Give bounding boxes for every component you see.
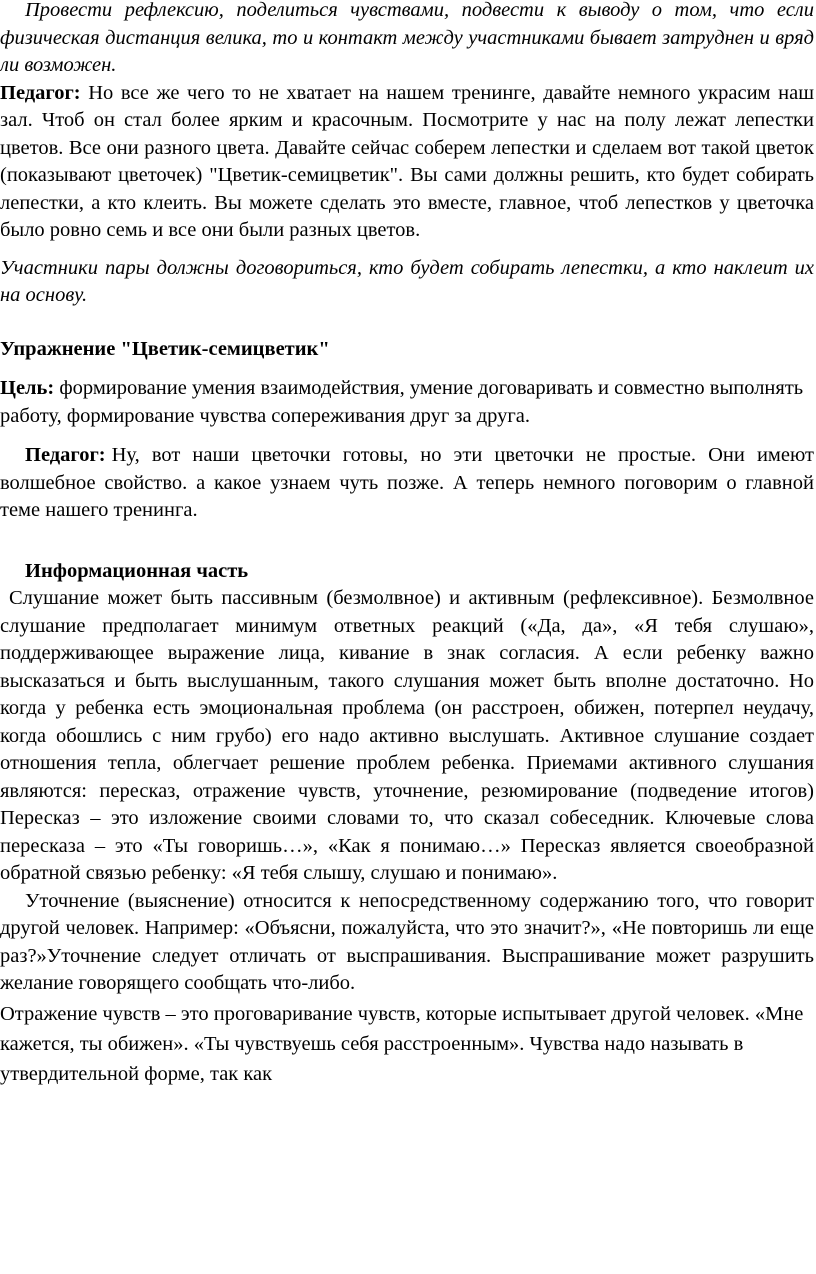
intro-instruction <box>0 0 814 80</box>
pedagog-text-1: Но все же чего то не хватает на нашем тренинге, давайте немного украсим наш зал. Чтоб он стал более ярким и красочным. Посмотрите у нас на полу лежат лепестки цветов. Все они разного цвета. Давайте сейчас соберем лепестки и сделаем вот такой цветок (показывают цветочек) "Цветик-семицветик". Вы сами должны решить, кто будет собирать лепестки, а кто клеить. Вы можете сделать это вместе, главное, чтоб лепестков у цветочка было ровно семь и все они были разных цветов. <box>0 81 814 241</box>
pedagog-speech-2 <box>0 442 814 525</box>
goal-text: формирование умения взаимодействия, умение договаривать и совместно выполнять работу, формирование чувства сопереживания друг за друга. <box>0 377 804 427</box>
intro-instruction-text: Провести рефлексию, поделиться чувствами, подвести к выводу о том, что если физическая дистанция велика, то и контакт между участниками бывает затруднен и вряд ли возможен. <box>0 0 814 76</box>
info-heading <box>0 558 814 586</box>
goal-label: Цель: <box>0 377 55 399</box>
reflection-text: Отражение чувств – это проговаривание чувств, которые испытывает другой человек. «Мне кажется, ты обижен». «Ты чувствуешь себя расстроенным». Чувства надо называть в утвердительной форме, так как <box>0 1002 804 1085</box>
pedagog-speech-1 <box>0 80 814 245</box>
clarification-paragraph <box>0 888 814 998</box>
listening-text: Слушание может быть пассивным (безмолвное) и активным (рефлексивное). Безмолвное слушание предполагает минимум ответных реакций («Да, да», «Я тебя слушаю», поддерживающее выражение лица, кивание в знак согласия. А если ребенку важно высказаться и быть выслушанным, такого слушания может быть вполне достаточно. Но когда у ребенка есть эмоциональная проблема (он расстроен, обижен, потерпел неудачу, когда обошлись с ним грубо) его надо активно выслушать. Активное слушание создает отношения тепла, облегчает решение проблем ребенка. Приемами активного слушания являются: пересказ, отражение чувств, уточнение, резюмирование (подведение итогов) Пересказ – это изложение своими словами то, что сказал собеседник. Ключевые слова пересказа – это «Ты говоришь…», «Как я понимаю…» Пересказ является своеобразной обратной связью ребенку: «Я тебя слышу, слушаю и понимаю». <box>0 587 814 884</box>
exercise-heading-text: Упражнение "Цветик-семицветик" <box>0 337 330 360</box>
reflection-paragraph <box>0 999 814 1089</box>
participants-instruction-text: Участники пары должны договориться, кто будет собирать лепестки, а кто наклеит их на основу. <box>0 256 814 306</box>
clarification-text: Уточнение (выяснение) относится к непосредственному содержанию того, что говорит другой человек. Например: «Объясни, пожалуйста, что это значит?», «Не повторишь ли еще раз?»Уточнение следует отличать от выспрашивания. Выспрашивание может разрушить желание говорящего сообщать что-либо. <box>0 889 814 994</box>
pedagog-text-2: Ну, вот наши цветочки готовы, но эти цветочки не простые. Они имеют волшебное свойство. а какое узнаем чуть позже. А теперь немного поговорим о главной теме нашего тренинга. <box>0 444 814 521</box>
info-heading-text: Информационная часть <box>25 559 249 582</box>
goal-paragraph <box>0 375 814 430</box>
pedagog-label-2: Педагог: <box>25 444 106 466</box>
participants-instruction <box>0 255 814 310</box>
pedagog-label-1: Педагог: <box>0 81 81 104</box>
exercise-heading <box>0 336 814 364</box>
listening-paragraph <box>0 585 814 888</box>
